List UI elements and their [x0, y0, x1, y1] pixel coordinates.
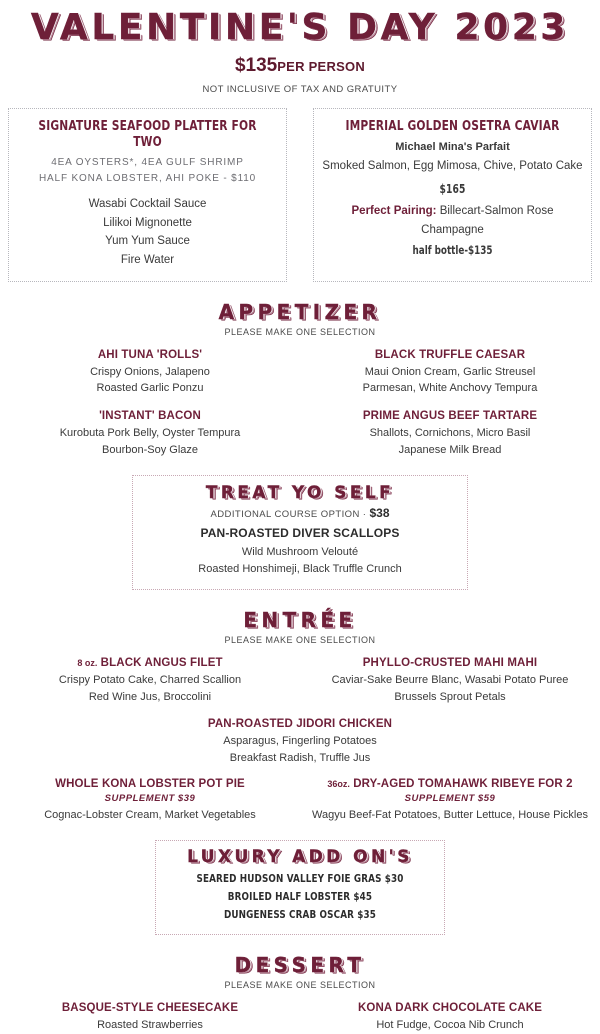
dish-desc: Shallots, Cornichons, Micro Basil [369, 426, 531, 439]
treat-yo-self-dish-desc: Roasted Honshimeji, Black Truffle Crunch [198, 563, 402, 576]
price-line [0, 55, 600, 77]
dish-name [0, 657, 300, 669]
appetizer-heading-wrap [0, 299, 600, 337]
dish-desc: Kurobuta Pork Belly, Oyster Tempura [59, 426, 241, 439]
appetizer-columns [0, 349, 600, 459]
entree-right-column-top [300, 657, 600, 705]
entree-note: PLEASE MAKE ONE SELECTION [224, 635, 376, 646]
seafood-platter-box [8, 108, 287, 282]
appetizer-left-column [0, 349, 300, 459]
dish-ahi-tuna-rolls [0, 349, 300, 397]
dish-desc: Roasted Strawberries [97, 1019, 203, 1032]
treat-yo-self-note [143, 506, 457, 520]
entree-heading-wrap [0, 610, 600, 645]
appetizer-note: PLEASE MAKE ONE SELECTION [224, 326, 376, 337]
dish-black-angus-filet [0, 657, 300, 705]
dish-desc: Maui Onion Cream, Garlic Streusel [364, 365, 536, 378]
section-dessert [0, 955, 600, 1034]
treat-yo-self-note-text: ADDITIONAL COURSE OPTION · [210, 509, 370, 521]
dish-name: AHI TUNA 'ROLLS' [97, 348, 203, 361]
dish-desc: Caviar-Sake Beurre Blanc, Wasabi Potato Puree [331, 674, 569, 687]
price-per-person: PER PERSON [277, 59, 366, 74]
page-title: VALENTINE'S DAY 2023 [30, 7, 570, 48]
seafood-platter-item: Lilikoi Mignonette [103, 216, 192, 229]
luxury-add-on-item: DUNGENESS CRAB OSCAR $35 [223, 909, 377, 922]
caviar-price: $165 [439, 182, 466, 197]
entree-heading: ENTRÉE [243, 608, 357, 633]
luxury-add-on-item: BROILED HALF LOBSTER $45 [227, 891, 373, 904]
dish-name: PAN-ROASTED JIDORI CHICKEN [207, 717, 393, 730]
entree-bottom-columns [0, 778, 600, 824]
dessert-columns [0, 1002, 600, 1034]
dish-name-weight: 8 oz. [77, 658, 98, 669]
luxury-add-ons-box [155, 840, 445, 935]
entree-left-column-top [0, 657, 300, 705]
dish-black-truffle-caesar [300, 349, 600, 397]
seafood-platter-sub-line2: HALF KONA LOBSTER, AHI POKE - $110 [38, 172, 257, 184]
treat-yo-self-dish-desc: Wild Mushroom Velouté [241, 546, 359, 559]
dessert-right-column [300, 1002, 600, 1034]
dish-desc: Parmesan, White Anchovy Tempura [362, 382, 538, 395]
feature-boxes-row [0, 108, 600, 282]
caviar-box [313, 108, 592, 282]
caviar-pairing-value: Billecart-Salmon Rose Champagne [421, 205, 554, 236]
treat-yo-self-price: $38 [369, 506, 390, 521]
price-amount: $135 [234, 55, 278, 76]
dish-name-text: DRY-AGED TOMAHAWK RIBEYE FOR 2 [349, 778, 573, 791]
spacer [15, 186, 280, 195]
seafood-platter-title: SIGNATURE SEAFOOD PLATTER FOR TWO [38, 118, 257, 150]
dish-supplement: SUPPLEMENT $39 [104, 793, 196, 805]
appetizer-heading: APPETIZER [218, 299, 382, 324]
treat-yo-self-box [132, 475, 468, 590]
dish-instant-bacon [0, 410, 300, 458]
seafood-platter-item: Wasabi Cocktail Sauce [88, 198, 207, 210]
luxury-add-on-item: SEARED HUDSON VALLEY FOIE GRAS $30 [196, 873, 404, 886]
dish-name: PRIME ANGUS BEEF TARTARE [362, 409, 538, 422]
dish-pan-roasted-jidori-chicken [0, 718, 600, 766]
section-appetizer [0, 299, 600, 459]
dish-desc: Brussels Sprout Petals [394, 691, 506, 704]
dish-name: BASQUE-STYLE CHEESECAKE [61, 1002, 239, 1015]
seafood-platter-item: Yum Yum Sauce [105, 235, 190, 248]
menu-header [0, 0, 600, 95]
dish-desc: Cognac-Lobster Cream, Market Vegetables [44, 809, 256, 822]
dish-desc: Wagyu Beef-Fat Potatoes, Butter Lettuce, House Pickles [312, 809, 588, 822]
caviar-pairing-label: Perfect Pairing: [351, 205, 437, 218]
caviar-chef-item: Michael Mina's Parfait [395, 141, 510, 153]
dish-desc: Breakfast Radish, Truffle Jus [229, 751, 371, 764]
dessert-note: PLEASE MAKE ONE SELECTION [224, 980, 376, 991]
dish-desc: Japanese Milk Bread [398, 443, 502, 456]
dish-basque-style-cheesecake [0, 1002, 300, 1034]
dish-desc: Crispy Potato Cake, Charred Scallion [58, 674, 242, 687]
luxury-add-ons-heading: LUXURY ADD ON'S [187, 847, 413, 868]
dish-name: 'INSTANT' BACON [99, 409, 201, 422]
appetizer-right-column [300, 349, 600, 459]
caviar-pairing [320, 202, 585, 239]
tax-gratuity-note: NOT INCLUSIVE OF TAX AND GRATUITY [202, 84, 398, 95]
dish-prime-angus-beef-tartare [300, 410, 600, 458]
dish-name-text: BLACK ANGUS FILET [97, 657, 223, 670]
dish-name: BLACK TRUFFLE CAESAR [374, 348, 526, 361]
seafood-platter-sub-line1: 4EA OYSTERS*, 4EA GULF SHRIMP [51, 157, 244, 168]
dish-desc: Bourbon-Soy Glaze [102, 443, 198, 456]
dish-name [300, 778, 600, 790]
dish-dry-aged-tomahawk-ribeye [300, 778, 600, 824]
entree-top-columns [0, 657, 600, 705]
caviar-pairing-price: half bottle-$135 [412, 243, 493, 257]
treat-yo-self-heading: TREAT YO SELF [205, 483, 395, 504]
dish-kona-dark-chocolate-cake [300, 1002, 600, 1034]
dish-desc: Crispy Onions, Jalapeno [90, 365, 210, 378]
entree-left-column-bottom [0, 778, 300, 824]
dish-desc: Hot Fudge, Cocoa Nib Crunch [376, 1019, 524, 1032]
dish-desc: Red Wine Jus, Broccolini [88, 691, 212, 704]
dessert-left-column [0, 1002, 300, 1034]
dish-phyllo-crusted-mahi-mahi [300, 657, 600, 705]
dish-supplement: SUPPLEMENT $59 [404, 793, 496, 805]
caviar-description: Smoked Salmon, Egg Mimosa, Chive, Potato Cake [322, 159, 583, 172]
dish-name-weight: 36oz. [327, 779, 350, 790]
dish-name: WHOLE KONA LOBSTER POT PIE [55, 778, 245, 791]
caviar-title: IMPERIAL GOLDEN OSETRA CAVIAR [345, 118, 560, 134]
section-entree [0, 610, 600, 824]
dessert-heading-wrap [0, 955, 600, 990]
dish-name: KONA DARK CHOCOLATE CAKE [357, 1002, 543, 1015]
entree-right-column-bottom [300, 778, 600, 824]
dish-desc: Asparagus, Fingerling Potatoes [223, 734, 377, 747]
dish-name: PHYLLO-CRUSTED MAHI MAHI [362, 657, 538, 670]
dessert-heading: DESSERT [234, 953, 366, 978]
dish-whole-kona-lobster-pot-pie [0, 778, 300, 824]
treat-yo-self-dish-name: PAN-ROASTED DIVER SCALLOPS [200, 526, 400, 541]
seafood-platter-item: Fire Water [120, 253, 175, 266]
dish-desc: Roasted Garlic Ponzu [96, 382, 204, 395]
